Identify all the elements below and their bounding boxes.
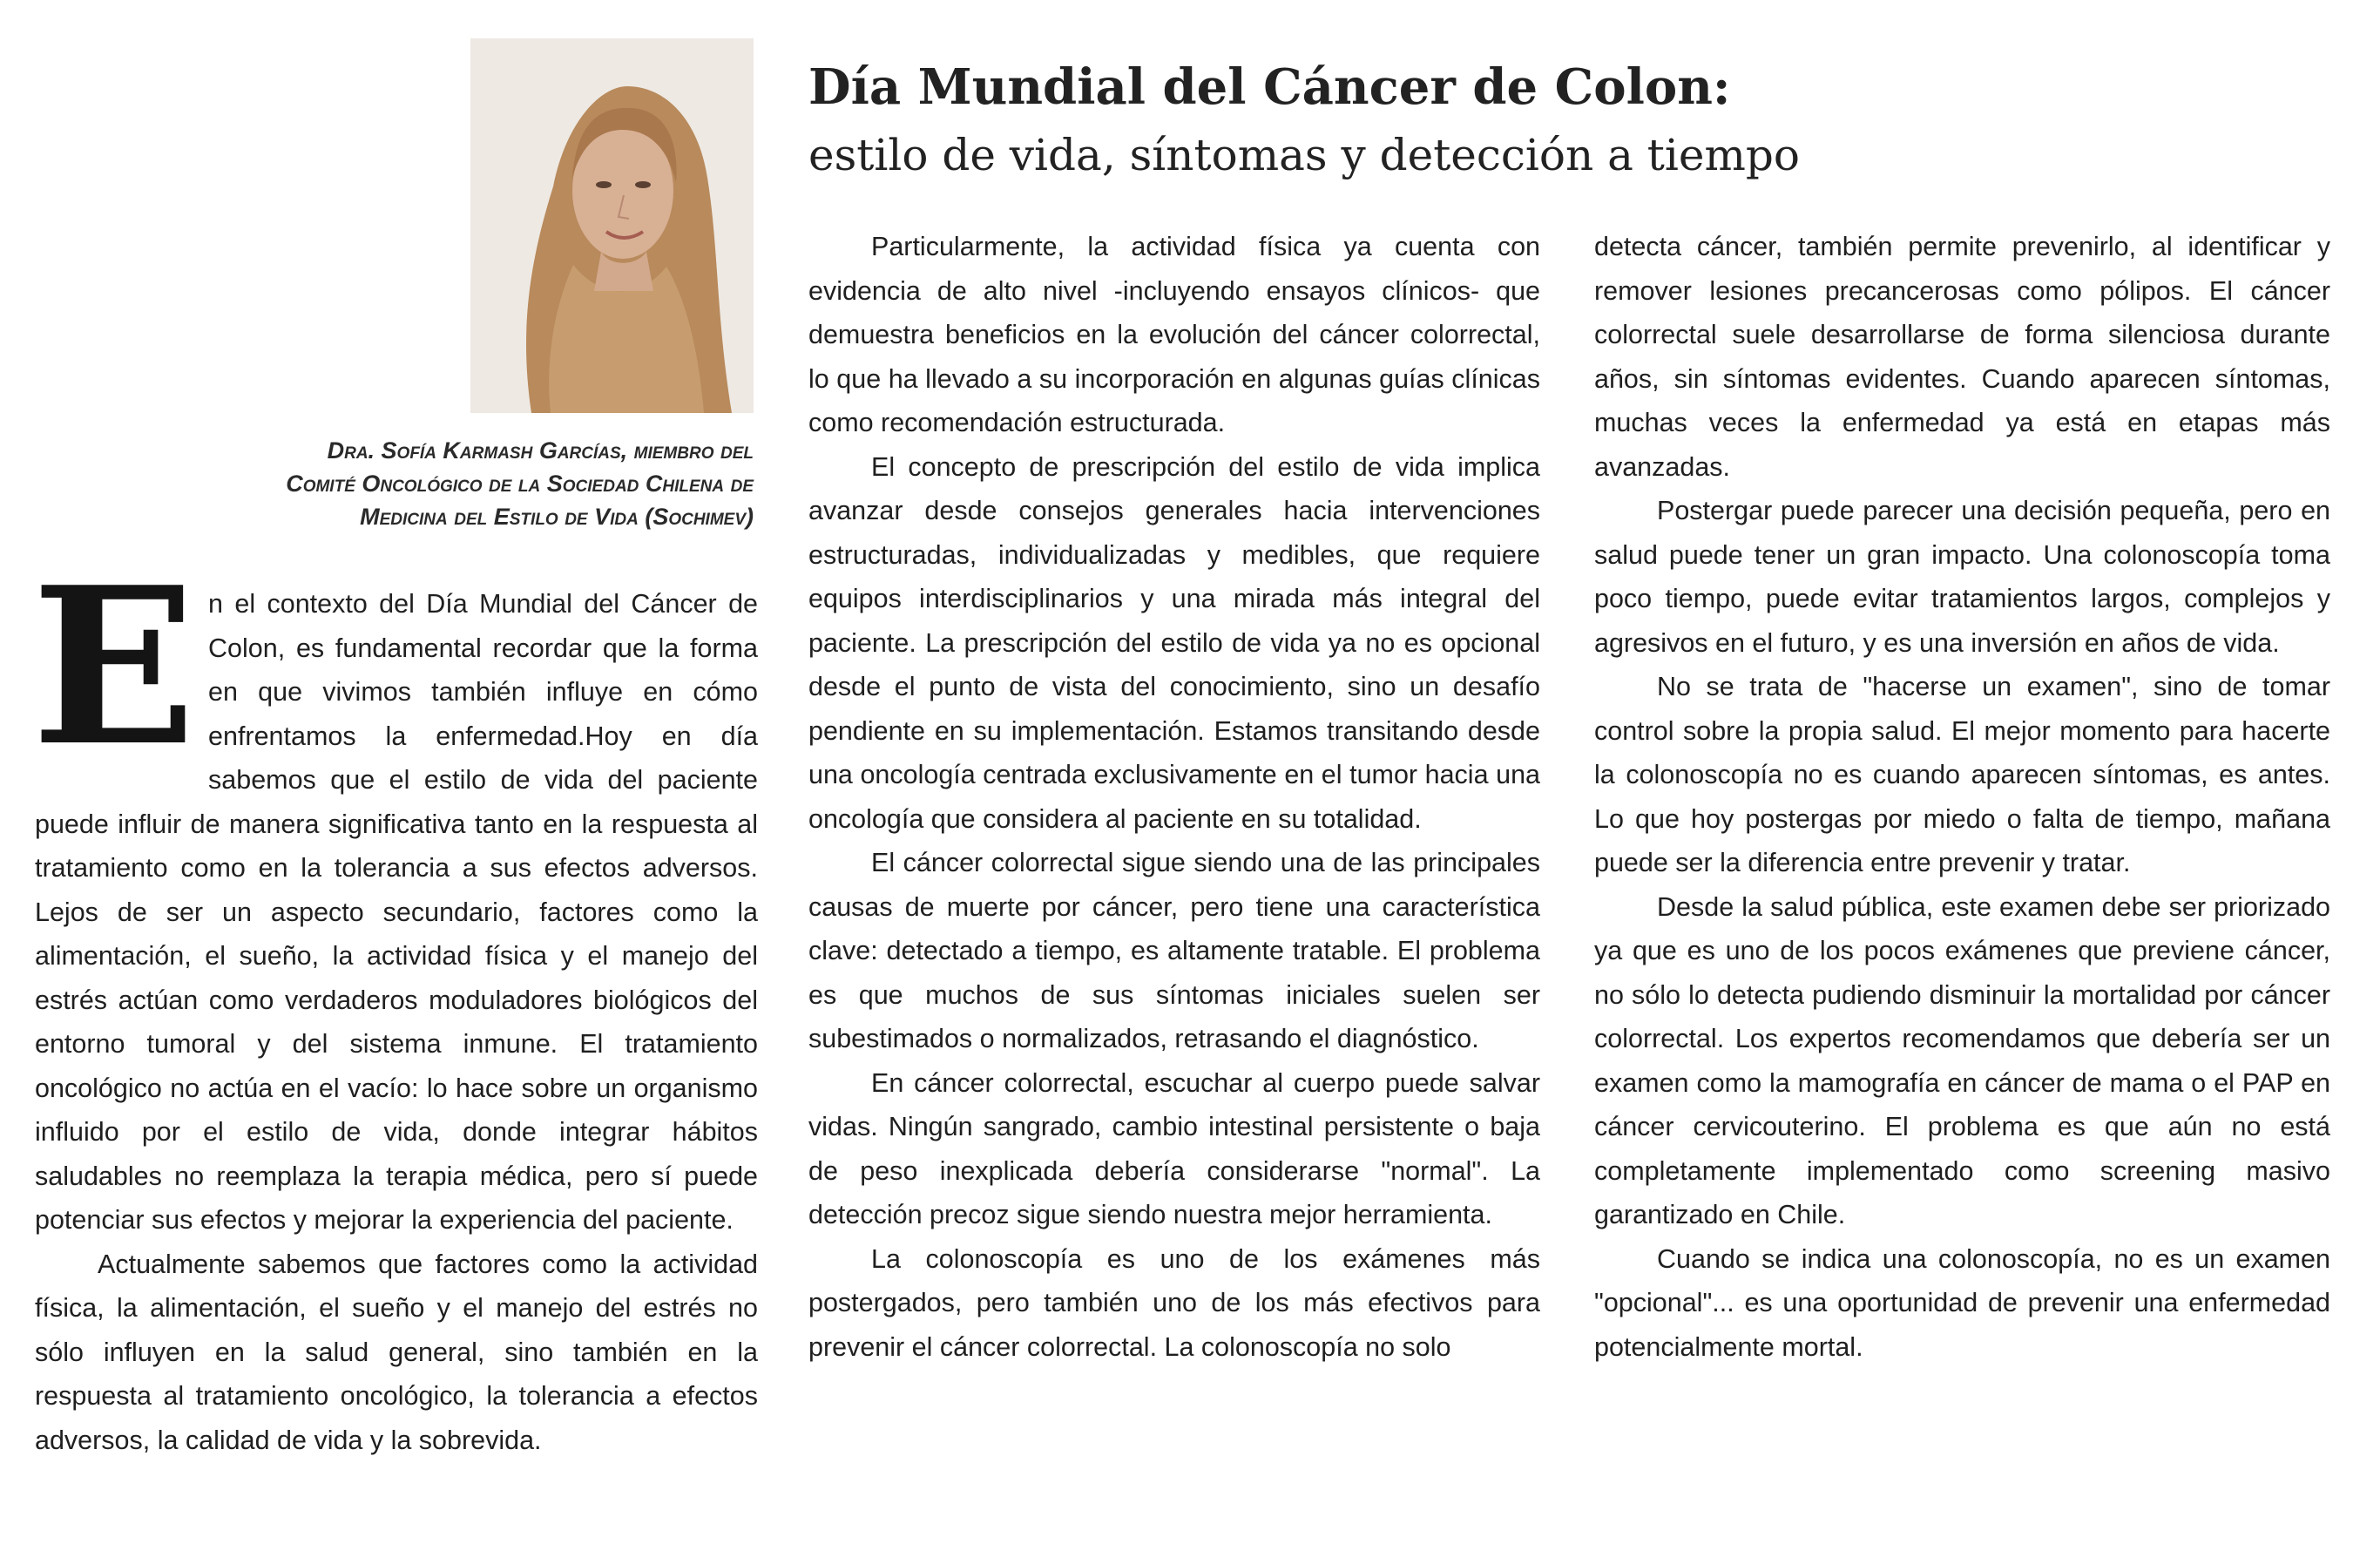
paragraph: No se trata de "hacerse un examen", sino de tomar control sobre la propia salud. El mejor momento para hacerte la colonoscopía no es cuando aparecen síntomas, es antes. Lo que hoy postergas por miedo o falta de tiempo, mañana puede ser la diferencia entre prevenir y tratar. (1594, 672, 2330, 877)
article-subtitle: estilo de vida, síntomas y detección a tiempo (808, 130, 1800, 180)
paragraph: Particularmente, la actividad física ya cuenta con evidencia de alto nivel -incluyendo ensayos clínicos- que demuestra beneficios en la evolución del cáncer colorrectal, lo que ha llevado a su incorporación en algunas guías clínicas como recomendación estructurada. (808, 232, 1540, 437)
paragraph: El cáncer colorrectal sigue siendo una de las principales causas de muerte por cáncer, pero tiene una característica clave: detectado a tiempo, es altamente tratable. El problema es que muchos de sus síntomas iniciales suelen ser subestimados o normalizados, retrasando el diagnóstico. (808, 848, 1540, 1053)
portrait-illustration (470, 38, 754, 413)
paragraph: El concepto de prescripción del estilo de vida implica avanzar desde consejos generales hacia intervenciones estructuradas, individualizadas y medibles, que requiere equipos interdisciplinarios y una mirada más integral del paciente. La prescripción del estilo de vida ya no es opcional desde el punto de vista del conocimiento, sino un desafío pendiente en su implementación. Estamos transitando desde una oncología centrada exclusivamente en el tumor hacia una oncología que considera al paciente en su totalidad. (808, 451, 1540, 834)
caption-line-2: Comité Oncológico de la Sociedad Chilena de (286, 471, 754, 497)
paragraph: detecta cáncer, también permite prevenirlo, al identificar y remover lesiones precancerosas como pólipos. El cáncer colorrectal suele desarrollarse de forma silenciosa durante años, sin síntomas evidentes. Cuando aparecen síntomas, muchas veces la enfermedad ya está en etapas más avanzadas. (1594, 232, 2330, 482)
paragraph: Postergar puede parecer una decisión pequeña, pero en salud puede tener un gran impacto. Una colonoscopía toma poco tiempo, puede evitar tratamientos largos, complejos y agresivos en el futuro, y es una inversión en años de vida. (1594, 496, 2330, 658)
author-caption (35, 434, 754, 533)
paragraph-text: n el contexto del Día Mundial del Cáncer de Colon, es fundamental recordar que la forma en que vivimos también influye en cómo enfrentamos la enfermedad.Hoy en día sabemos que el estilo de vida del paciente puede influir de manera significativa tanto en la respuesta al tratamiento como en la tolerancia a sus efectos adversos. Lejos de ser un aspecto secundario, factores como la alimentación, el sueño, la actividad física y el manejo del estrés actúan como verdaderos moduladores biológicos del entorno tumoral y del sistema inmune. El tratamiento oncológico no actúa en el vacío: lo hace sobre un organismo influido por el estilo de vida, donde integrar hábitos saludables no reemplaza la terapia médica, pero sí puede potenciar sus efectos y mejorar la experiencia del paciente. (35, 589, 758, 1235)
article-title: Día Mundial del Cáncer de Colon: (808, 58, 1731, 116)
article-headline (808, 58, 2333, 181)
paragraph: La colonoscopía es uno de los exámenes más postergados, pero también uno de los más efectivos para prevenir el cáncer colorrectal. La colonoscopía no solo (808, 1243, 1540, 1362)
paragraph: Desde la salud pública, este examen debe ser priorizado ya que es uno de los pocos exámenes que previene cáncer, no sólo lo detecta pudiendo disminuir la mortalidad por cáncer colorrectal. Los expertos recomendamos que debería ser un examen como la mamografía en cáncer de mama o el PAP en cáncer cervicouterino. El problema es que aún no está completamente implementado como screening masivo garantizado en Chile. (1594, 891, 2330, 1229)
caption-line-1: Dra. Sofía Karmash Garcías, miembro del (327, 437, 754, 464)
paragraph (31, 540, 758, 1243)
paragraph: En cáncer colorrectal, escuchar al cuerpo puede salvar vidas. Ningún sangrado, cambio intestinal persistente o baja de peso inexplicada debería considerarse "normal". La detección precoz sigue siendo nuestra mejor herramienta. (808, 1067, 1540, 1229)
article-column-2 (808, 225, 1540, 1369)
paragraph: Cuando se indica una colonoscopía, no es un examen "opcional"... es una oportunidad de prevenir una enfermedad potencialmente mortal. (1594, 1243, 2330, 1362)
caption-line-3: Medicina del Estilo de Vida (Sochimev) (360, 504, 754, 530)
article-column-1 (31, 540, 758, 1462)
drop-cap: E (31, 540, 197, 794)
author-photo (470, 38, 754, 413)
article-column-3 (1594, 225, 2330, 1369)
paragraph: Actualmente sabemos que factores como la actividad física, la alimentación, el sueño y el manejo del estrés no sólo influyen en la salud general, sino también en la respuesta al tratamiento oncológico, la tolerancia a efectos adversos, la calidad de vida y la sobrevida. (35, 1249, 758, 1455)
